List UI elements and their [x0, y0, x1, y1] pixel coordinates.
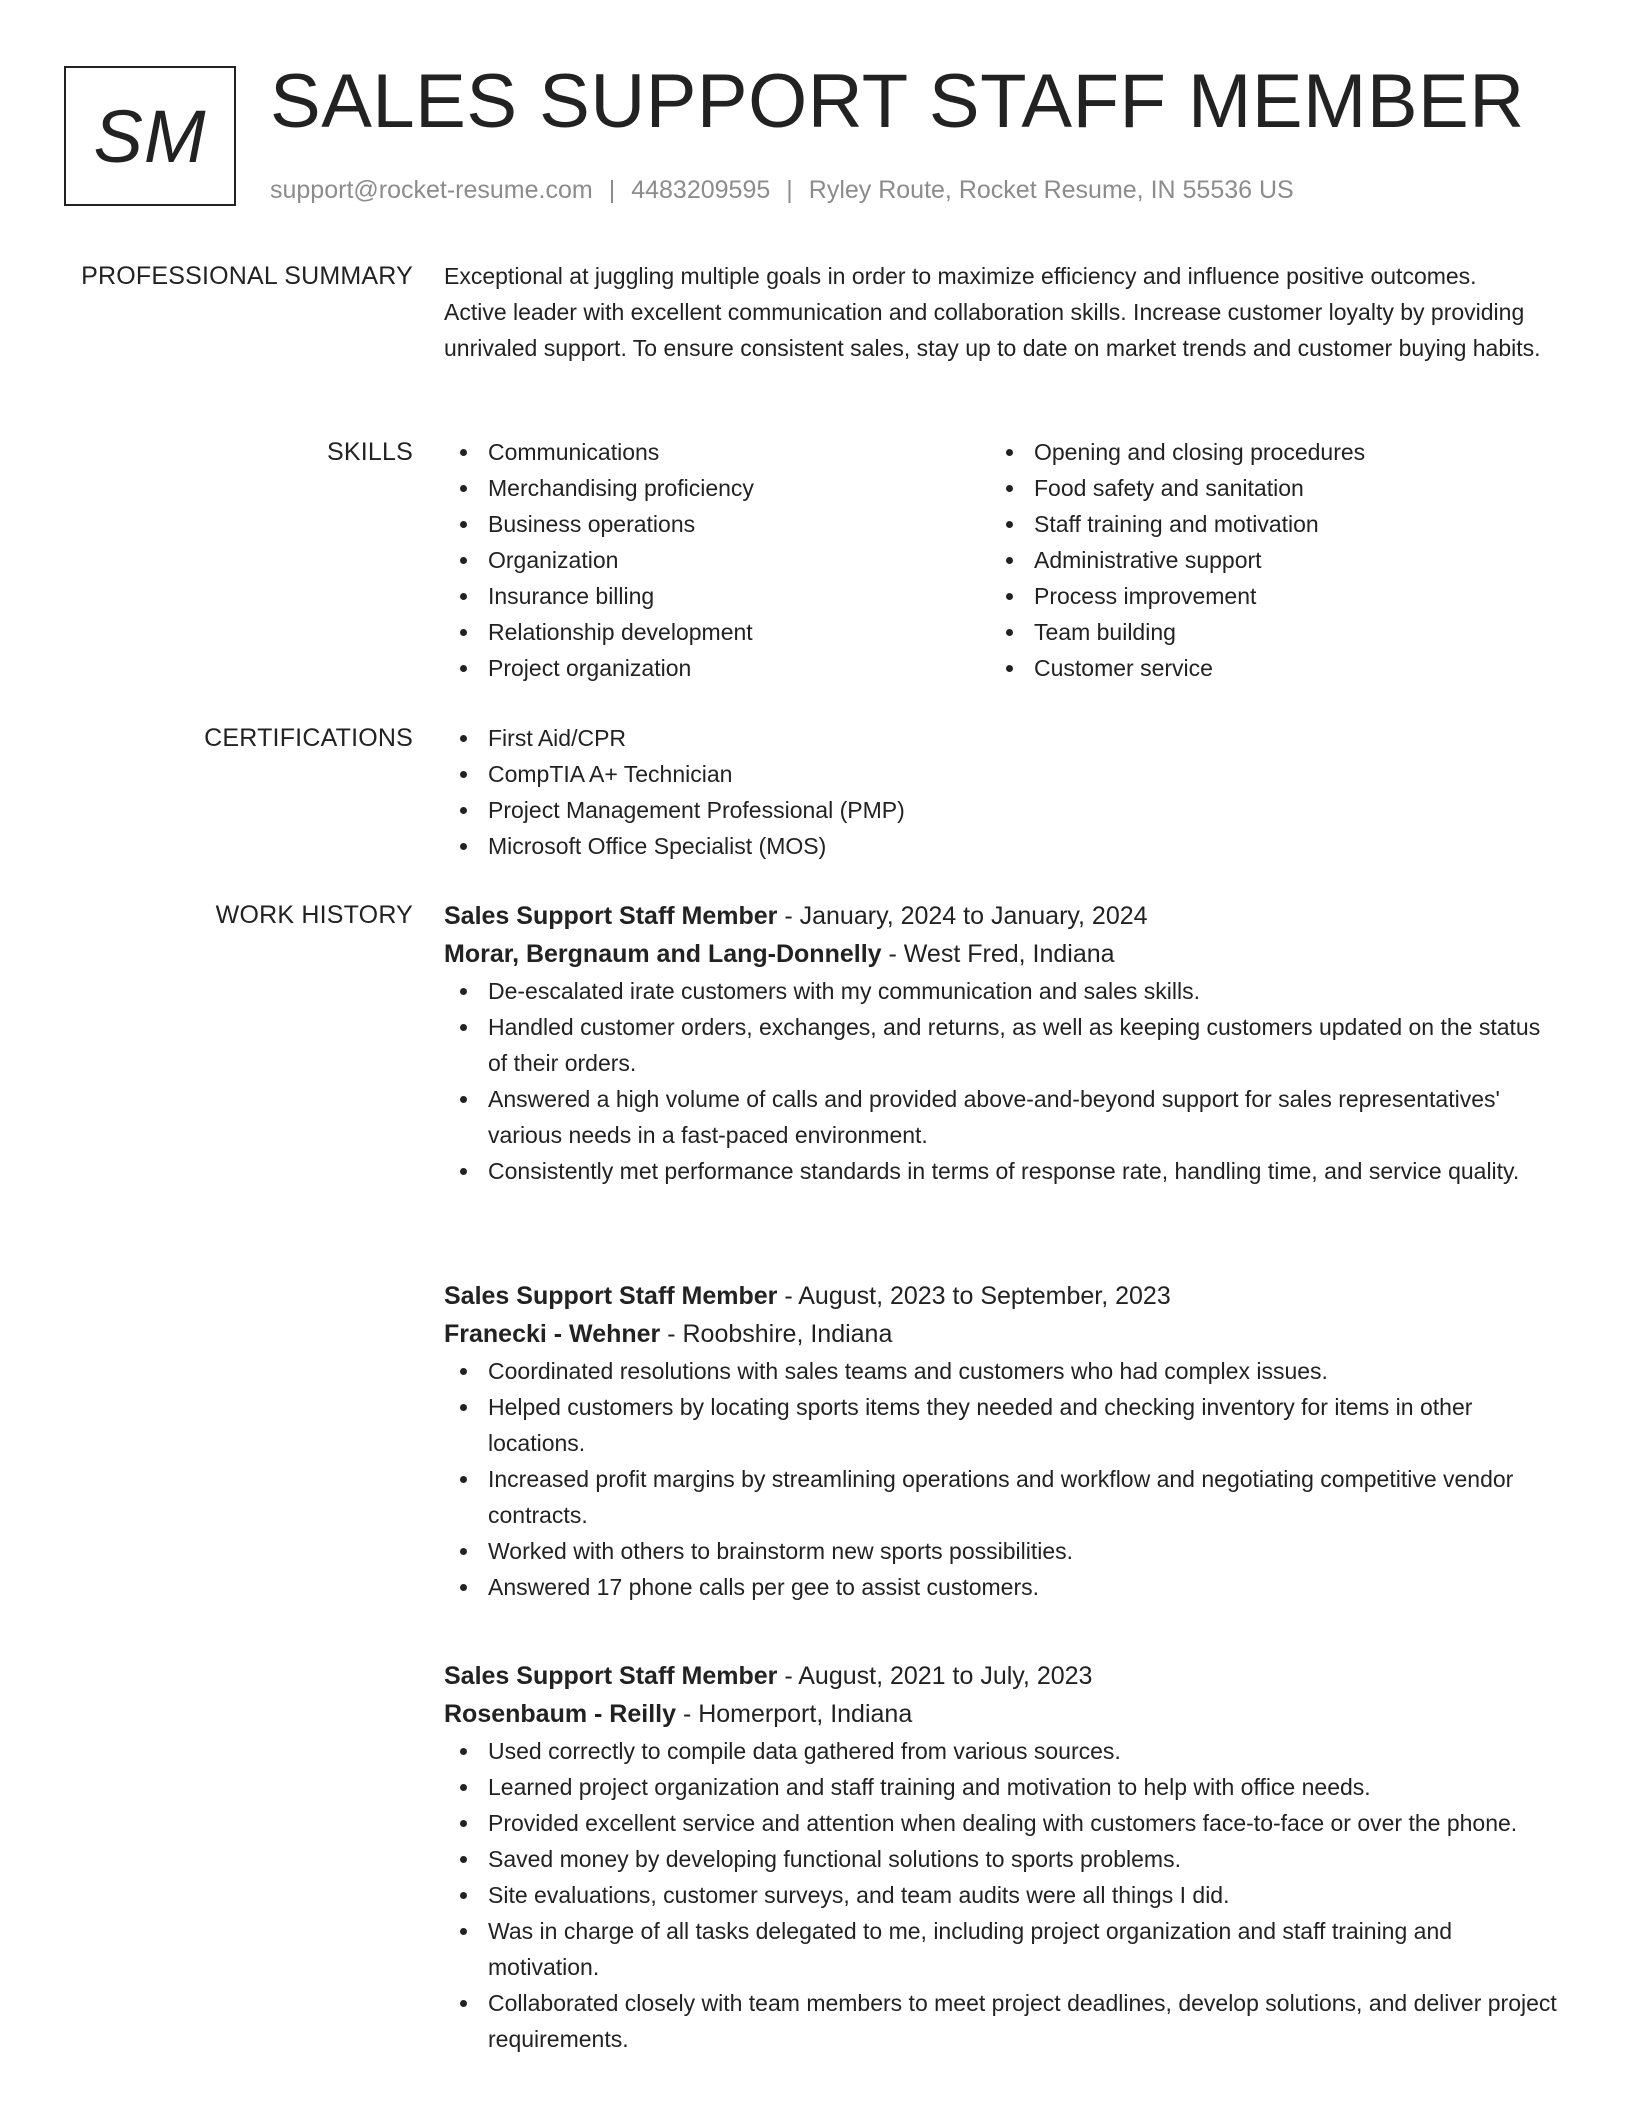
contact-address: Ryley Route, Rocket Resume, IN 55536 US	[808, 176, 1294, 204]
job-company: Franecki - Wehner	[444, 1320, 661, 1348]
job-bullet: Answered 17 phone calls per gee to assist customers.	[444, 1569, 1560, 1605]
skill-item: Business operations	[444, 506, 990, 542]
job-title-line	[444, 1657, 1560, 1695]
skill-item: Administrative support	[990, 542, 1536, 578]
job-bullet: Consistently met performance standards in terms of response rate, handling time, and service quality.	[444, 1153, 1560, 1189]
skill-item: Team building	[990, 614, 1536, 650]
contact-email[interactable]: support@rocket-resume.com	[270, 176, 593, 204]
certification-item: Microsoft Office Specialist (MOS)	[444, 828, 1560, 864]
monogram-logo: SM	[64, 66, 236, 206]
job-location: - West Fred, Indiana	[881, 940, 1115, 968]
certifications-list	[444, 720, 1560, 864]
skills-list-left	[444, 434, 990, 686]
job-bullets	[444, 973, 1560, 1189]
section-title-certifications: CERTIFICATIONS	[204, 724, 413, 752]
section-title-skills: SKILLS	[327, 438, 413, 466]
job-dates: - August, 2023 to September, 2023	[777, 1282, 1171, 1310]
job-bullet: Provided excellent service and attention when dealing with customers face-to-face or over the phone.	[444, 1805, 1560, 1841]
contact-phone[interactable]: 4483209595	[631, 176, 771, 204]
job-bullets	[444, 1733, 1560, 2057]
skill-item: Food safety and sanitation	[990, 470, 1536, 506]
skill-item: Customer service	[990, 650, 1536, 686]
job-company: Rosenbaum - Reilly	[444, 1700, 676, 1728]
job-body	[444, 1657, 1560, 2057]
skills-body	[444, 434, 1560, 686]
job-bullet: Used correctly to compile data gathered from various sources.	[444, 1733, 1560, 1769]
job-bullet: Answered a high volume of calls and provided above-and-beyond support for sales representatives' various needs in a fast-paced environment.	[444, 1081, 1560, 1153]
job-location: - Roobshire, Indiana	[660, 1320, 893, 1348]
job-bullets	[444, 1353, 1560, 1605]
job-bullet: De-escalated irate customers with my communication and sales skills.	[444, 973, 1560, 1009]
job-bullet: Handled customer orders, exchanges, and returns, as well as keeping customers updated on the status of their orders.	[444, 1009, 1560, 1081]
job-company: Morar, Bergnaum and Lang-Donnelly	[444, 940, 882, 968]
job-title-line	[444, 897, 1560, 935]
job-company-line	[444, 935, 1560, 973]
section-title-work-history: WORK HISTORY	[215, 901, 413, 929]
job-bullet: Helped customers by locating sports items they needed and checking inventory for items in other locations.	[444, 1389, 1560, 1461]
job-bullet: Worked with others to brainstorm new sports possibilities.	[444, 1533, 1560, 1569]
candidate-name: SALES SUPPORT STAFF MEMBER	[270, 59, 1525, 144]
job-body	[444, 897, 1560, 1189]
certification-item: First Aid/CPR	[444, 720, 1560, 756]
job-company-line	[444, 1315, 1560, 1353]
job-body	[444, 1277, 1560, 1605]
skill-item: Staff training and motivation	[990, 506, 1536, 542]
job-bullet: Site evaluations, customer surveys, and team audits were all things I did.	[444, 1877, 1560, 1913]
summary-text: Exceptional at juggling multiple goals in order to maximize efficiency and influence positive outcomes. Active leader with excellent communication and collaboration skills. Increase customer loyalty by providing unrivaled support. To ensure consistent sales, stay up to date on market trends and customer buying habits.	[444, 263, 1541, 361]
job-title-line	[444, 1277, 1560, 1315]
contact-line	[270, 174, 1294, 206]
certification-item: CompTIA A+ Technician	[444, 756, 1560, 792]
skill-item: Opening and closing procedures	[990, 434, 1536, 470]
job-bullet: Learned project organization and staff training and motivation to help with office needs.	[444, 1769, 1560, 1805]
skill-item: Project organization	[444, 650, 990, 686]
certification-item: Project Management Professional (PMP)	[444, 792, 1560, 828]
skill-item: Communications	[444, 434, 990, 470]
job-bullet: Was in charge of all tasks delegated to me, including project organization and staff training and motivation.	[444, 1913, 1560, 1985]
skill-item: Merchandising proficiency	[444, 470, 990, 506]
summary-body	[444, 258, 1560, 366]
skill-item: Relationship development	[444, 614, 990, 650]
job-location: - Homerport, Indiana	[676, 1700, 913, 1728]
contact-separator: |	[608, 176, 616, 204]
job-role: Sales Support Staff Member	[444, 1662, 778, 1690]
skills-columns	[444, 434, 1560, 686]
contact-separator: |	[786, 176, 793, 204]
job-bullet: Saved money by developing functional solutions to sports problems.	[444, 1841, 1560, 1877]
job-bullet: Increased profit margins by streamlining operations and workflow and negotiating competitive vendor contracts.	[444, 1461, 1560, 1533]
job-company-line	[444, 1695, 1560, 1733]
skill-item: Organization	[444, 542, 990, 578]
job-bullet: Coordinated resolutions with sales teams and customers who had complex issues.	[444, 1353, 1560, 1389]
skill-item: Process improvement	[990, 578, 1536, 614]
job-dates: - January, 2024 to January, 2024	[777, 902, 1148, 930]
skill-item: Insurance billing	[444, 578, 990, 614]
job-bullet: Collaborated closely with team members to meet project deadlines, develop solutions, and deliver project requirements.	[444, 1985, 1560, 2057]
job-role: Sales Support Staff Member	[444, 902, 778, 930]
job-role: Sales Support Staff Member	[444, 1282, 778, 1310]
skills-list-right	[990, 434, 1536, 686]
certifications-body	[444, 720, 1560, 864]
section-title-summary: PROFESSIONAL SUMMARY	[81, 262, 413, 290]
job-dates: - August, 2021 to July, 2023	[777, 1662, 1093, 1690]
